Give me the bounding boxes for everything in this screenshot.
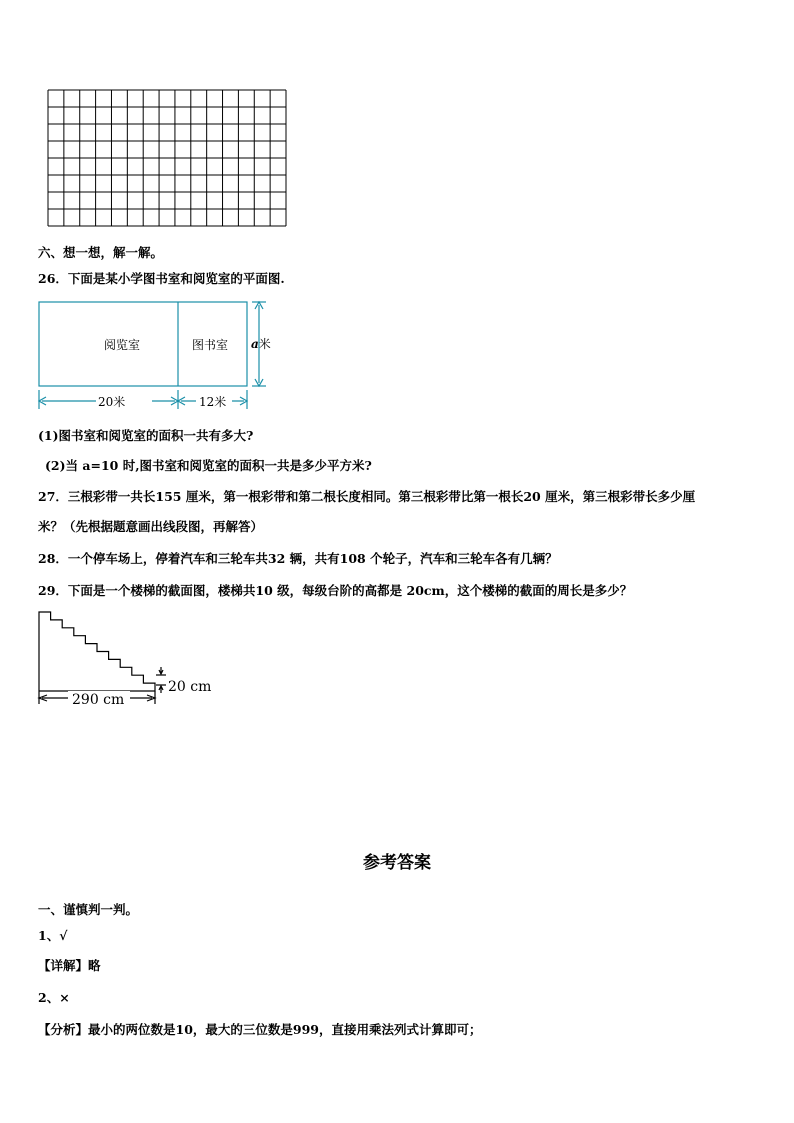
q26-sub2: (2)当 a=10 时,图书室和阅览室的面积一共是多少平方米? xyxy=(45,458,372,473)
staircase-outline xyxy=(39,612,155,691)
q28-text: 28．一个停车场上，停着汽车和三轮车共32 辆，共有108 个轮子，汽车和三轮车各有几辆？ xyxy=(38,551,558,566)
q27-line2: 米？（先根据题意画出线段图，再解答） xyxy=(38,519,264,534)
q27-line1: 27．三根彩带一共长155 厘米，第一根彩带和第二根长度相同。第三根彩带比第一根长20 厘米，第三根彩带长多少厘 xyxy=(38,489,696,504)
answer-section1-heading: 一、谨慎判一判。 xyxy=(38,902,139,917)
answer-2-analysis: 【分析】最小的两位数是10，最大的三位数是999，直接用乘法列式计算即可； xyxy=(38,1022,482,1037)
answer-2: 2、× xyxy=(38,990,70,1005)
base-length-label: 290 cm xyxy=(72,692,125,708)
answer-1-detail: 【详解】略 xyxy=(38,958,101,973)
room-right-label: 图书室 xyxy=(192,338,229,352)
q29-text: 29．下面是一个楼梯的截面图，楼梯共10 级，每级台阶的高都是 20cm，这个楼梯的截面的周长是多少？ xyxy=(38,583,633,598)
width-left-label: 20米 xyxy=(98,395,126,409)
q26-text: 26．下面是某小学图书室和阅览室的平面图. xyxy=(38,271,285,286)
room-left-label: 阅览室 xyxy=(104,338,141,352)
q26-sub1: (1)图书室和阅览室的面积一共有多大? xyxy=(38,428,254,443)
width-right-label: 12米 xyxy=(199,395,227,409)
answer-1: 1、√ xyxy=(38,928,68,943)
step-height-label: 20 cm xyxy=(168,679,212,695)
staircase-figure xyxy=(34,607,224,711)
section6-heading: 六、想一想，解一解。 xyxy=(38,245,164,260)
height-label: a米 xyxy=(251,337,271,351)
floor-plan-figure xyxy=(34,297,284,417)
grid-paper xyxy=(46,88,288,228)
answer-title: 参考答案 xyxy=(363,853,431,873)
